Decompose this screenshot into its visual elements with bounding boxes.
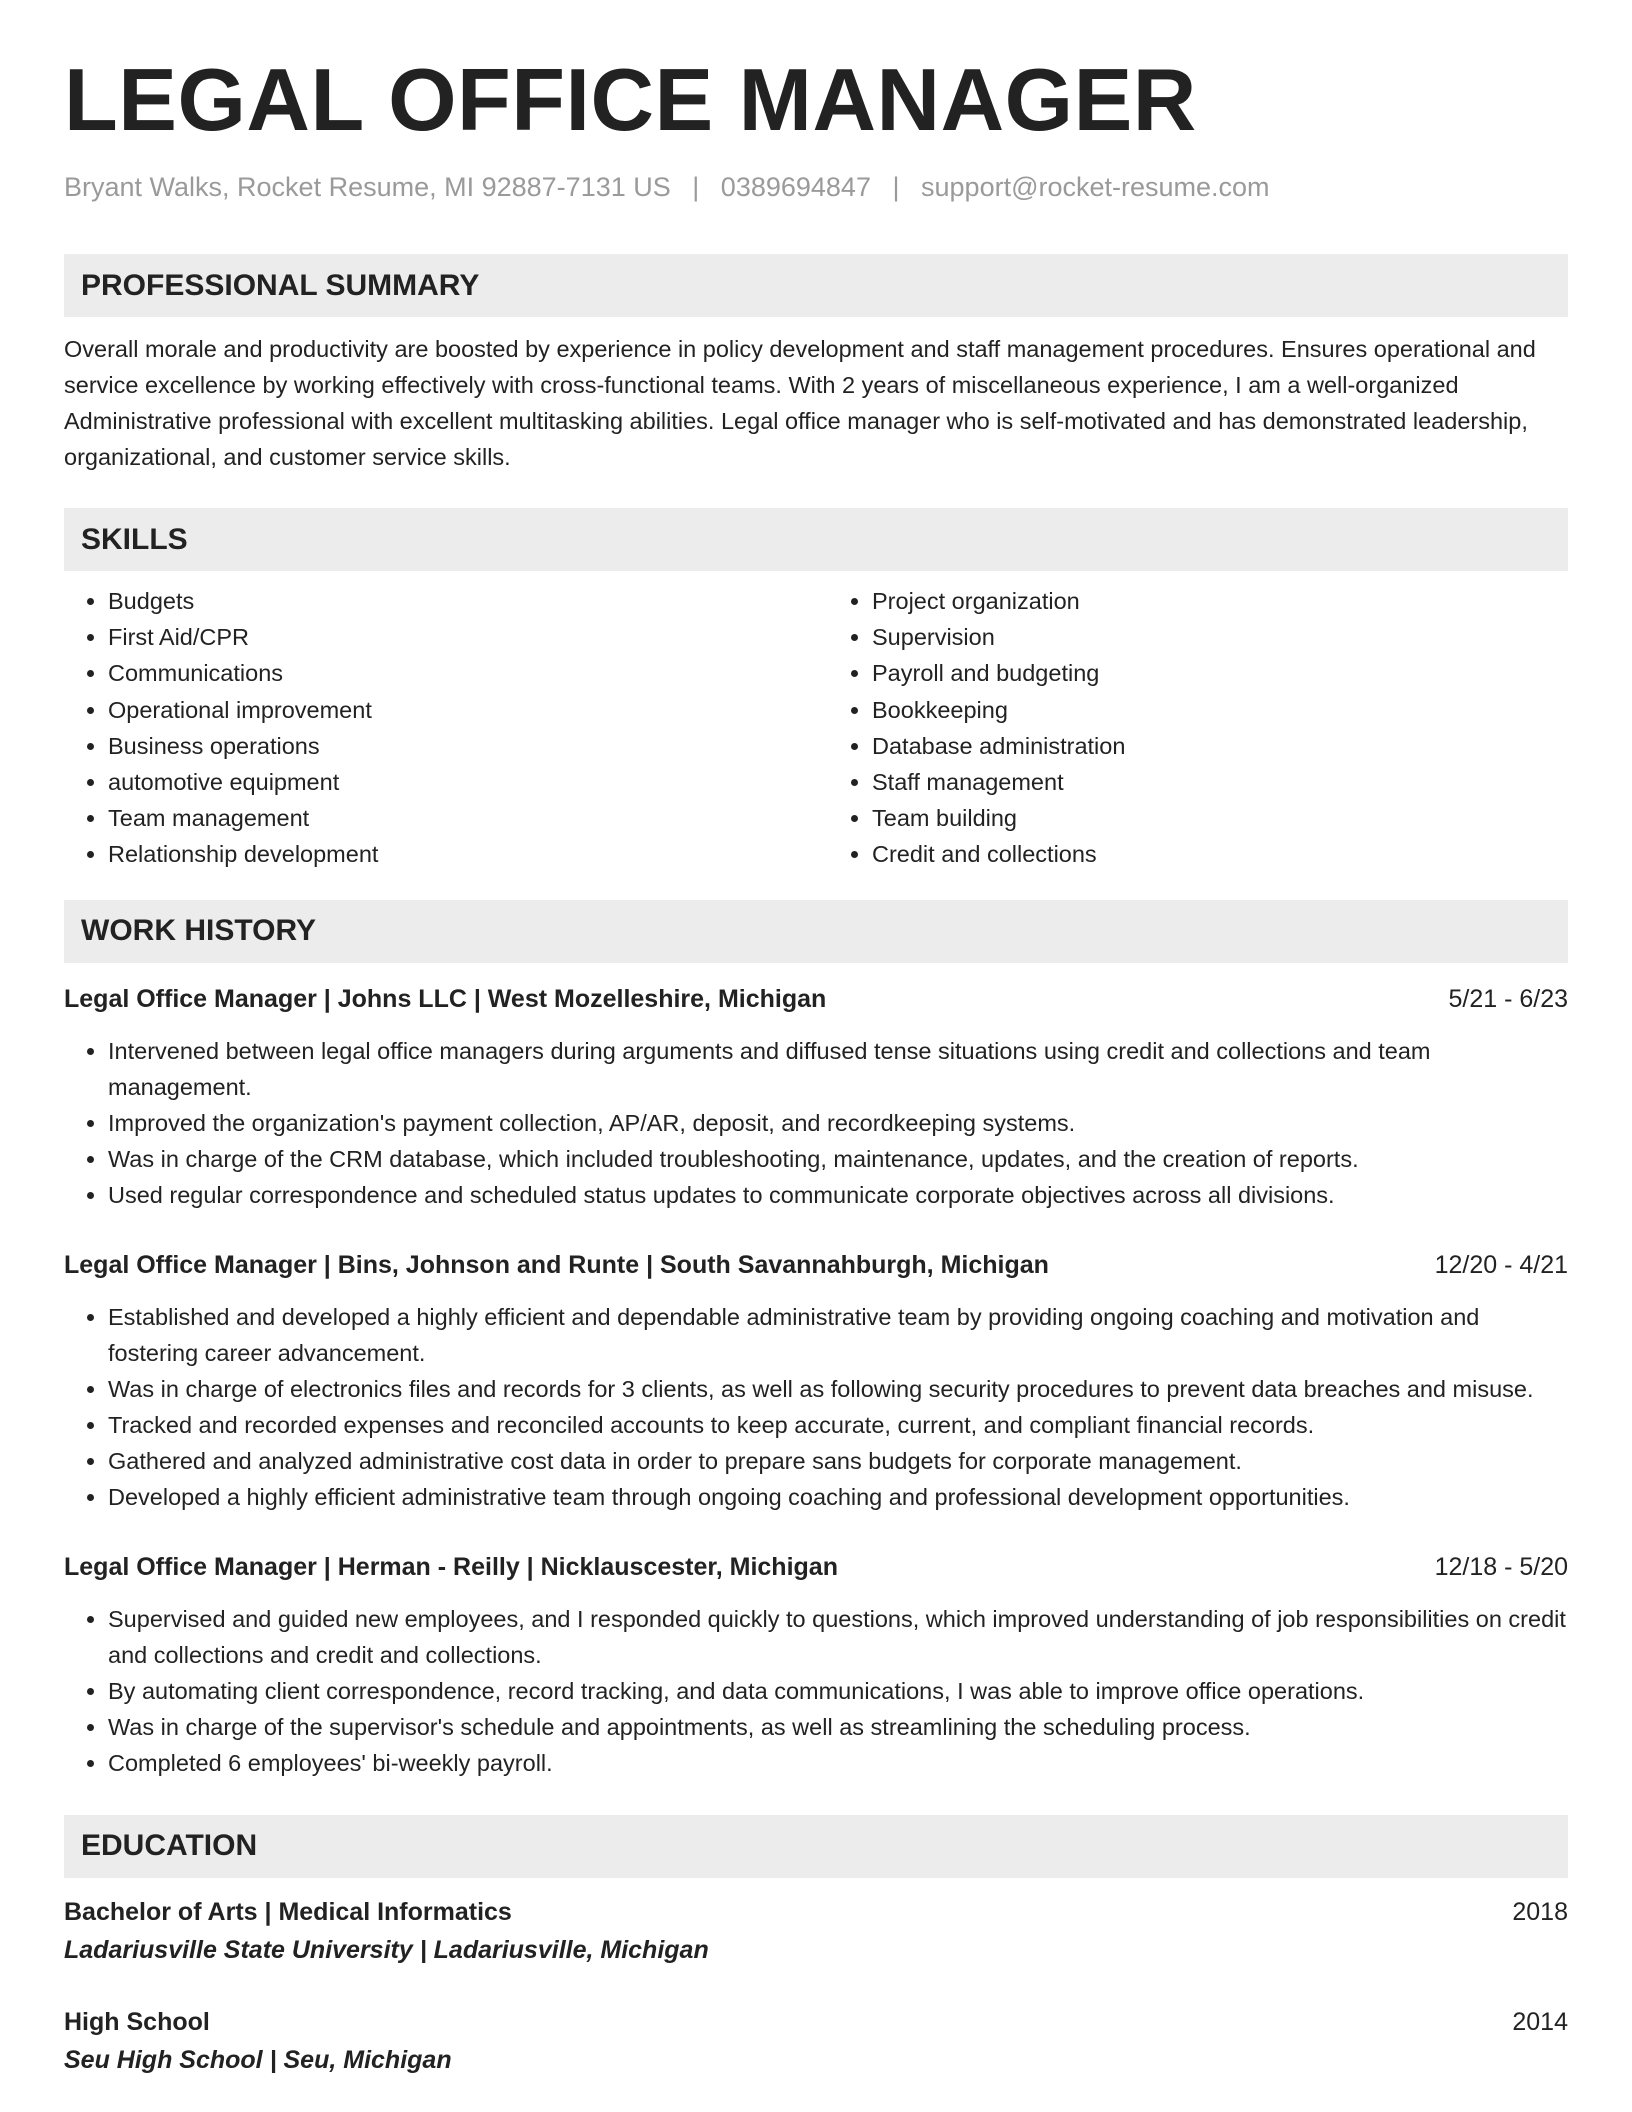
skills-column-right bbox=[828, 583, 1568, 873]
job-header bbox=[64, 1249, 1568, 1281]
contact-phone: 0389694847 bbox=[720, 172, 871, 202]
job-bullet: • Was in charge of electronics files and records for 3 clients, as well as following security procedures to prevent data breaches and misuse. bbox=[108, 1371, 1568, 1407]
education-year: 2014 bbox=[1512, 2007, 1568, 2036]
skill-item: • Communications bbox=[108, 655, 804, 691]
education-entry bbox=[64, 2006, 1568, 2076]
contact-line bbox=[64, 172, 1568, 203]
job-entry bbox=[64, 1551, 1568, 1781]
education-degree: Bachelor of Arts | Medical Informatics bbox=[64, 1897, 512, 1926]
education-entry bbox=[64, 1896, 1568, 1966]
job-bullets bbox=[64, 1601, 1568, 1781]
job-bullet: • Completed 6 employees' bi-weekly payroll. bbox=[108, 1745, 1568, 1781]
summary-text: Overall morale and productivity are boosted by experience in policy development and staff management procedures. Ensures operational and service excellence by working effectively with cross-functional teams. With 2 years of miscellaneous experience, I am a well-organized Administrative professional with excellent multitasking abilities. Legal office manager who is self-motivated and has demonstrated leadership, organizational, and customer service skills. bbox=[64, 336, 1536, 470]
job-header bbox=[64, 983, 1568, 1015]
skills-list bbox=[64, 583, 1568, 873]
contact-address: Bryant Walks, Rocket Resume, MI 92887-7131 US bbox=[64, 172, 671, 202]
job-bullet: • Used regular correspondence and scheduled status updates to communicate corporate objectives across all divisions. bbox=[108, 1177, 1568, 1213]
job-title: Legal Office Manager | Johns LLC | West Mozelleshire, Michigan bbox=[64, 984, 827, 1013]
skills-heading: SKILLS bbox=[64, 508, 1568, 571]
skill-item: • Team management bbox=[108, 800, 804, 836]
education-school: Ladariusville State University | Ladariusville, Michigan bbox=[64, 1935, 709, 1964]
education-school: Seu High School | Seu, Michigan bbox=[64, 2045, 452, 2074]
skill-item: • Budgets bbox=[108, 583, 804, 619]
contact-separator: | bbox=[892, 172, 900, 202]
skill-item: • Bookkeeping bbox=[872, 692, 1568, 728]
job-bullet: • Was in charge of the CRM database, which included troubleshooting, maintenance, updates, and the creation of reports. bbox=[108, 1141, 1568, 1177]
job-title: Legal Office Manager | Herman - Reilly | Nicklauscester, Michigan bbox=[64, 1552, 838, 1581]
summary-heading: PROFESSIONAL SUMMARY bbox=[64, 254, 1568, 317]
skill-item: • Credit and collections bbox=[872, 836, 1568, 872]
job-entry bbox=[64, 1249, 1568, 1515]
skill-item: • Supervision bbox=[872, 619, 1568, 655]
work-history-heading: WORK HISTORY bbox=[64, 900, 1568, 963]
job-dates: 12/20 - 4/21 bbox=[1434, 1250, 1568, 1279]
education-header bbox=[64, 2006, 1568, 2038]
job-bullet: • Supervised and guided new employees, and I responded quickly to questions, which improved understanding of job responsibilities on credit and collections and credit and collections. bbox=[108, 1601, 1568, 1673]
skill-item: • Project organization bbox=[872, 583, 1568, 619]
job-header bbox=[64, 1551, 1568, 1583]
skill-item: • Business operations bbox=[108, 728, 804, 764]
job-bullet: • Established and developed a highly efficient and dependable administrative team by providing ongoing coaching and motivation and fostering career advancement. bbox=[108, 1299, 1568, 1371]
job-dates: 5/21 - 6/23 bbox=[1448, 984, 1568, 1013]
skills-column-left bbox=[64, 583, 804, 873]
job-bullet: • Tracked and recorded expenses and reconciled accounts to keep accurate, current, and compliant financial records. bbox=[108, 1407, 1568, 1443]
job-dates: 12/18 - 5/20 bbox=[1434, 1552, 1568, 1581]
job-entry bbox=[64, 983, 1568, 1213]
job-bullet: • Intervened between legal office managers during arguments and diffused tense situations using credit and collections and team management. bbox=[108, 1033, 1568, 1105]
job-bullet: • Gathered and analyzed administrative cost data in order to prepare sans budgets for corporate management. bbox=[108, 1443, 1568, 1479]
job-bullet: • By automating client correspondence, record tracking, and data communications, I was able to improve office operations. bbox=[108, 1673, 1568, 1709]
education-header bbox=[64, 1896, 1568, 1928]
resume-title: LEGAL OFFICE MANAGER bbox=[64, 50, 1197, 149]
skill-item: • Operational improvement bbox=[108, 692, 804, 728]
skill-item: • Relationship development bbox=[108, 836, 804, 872]
skill-item: • Team building bbox=[872, 800, 1568, 836]
skill-item: • Staff management bbox=[872, 764, 1568, 800]
education-heading: EDUCATION bbox=[64, 1815, 1568, 1878]
job-bullet: • Developed a highly efficient administrative team through ongoing coaching and professional development opportunities. bbox=[108, 1479, 1568, 1515]
job-bullets bbox=[64, 1033, 1568, 1213]
contact-separator: | bbox=[692, 172, 700, 202]
skill-item: • Payroll and budgeting bbox=[872, 655, 1568, 691]
job-title: Legal Office Manager | Bins, Johnson and Runte | South Savannahburgh, Michigan bbox=[64, 1250, 1049, 1279]
skill-item: • automotive equipment bbox=[108, 764, 804, 800]
skill-item: • Database administration bbox=[872, 728, 1568, 764]
education-degree: High School bbox=[64, 2007, 210, 2036]
skill-item: • First Aid/CPR bbox=[108, 619, 804, 655]
job-bullet: • Improved the organization's payment collection, AP/AR, deposit, and recordkeeping systems. bbox=[108, 1105, 1568, 1141]
contact-email: support@rocket-resume.com bbox=[921, 172, 1270, 202]
job-bullets bbox=[64, 1299, 1568, 1515]
education-year: 2018 bbox=[1512, 1897, 1568, 1926]
job-bullet: • Was in charge of the supervisor's schedule and appointments, as well as streamlining the scheduling process. bbox=[108, 1709, 1568, 1745]
